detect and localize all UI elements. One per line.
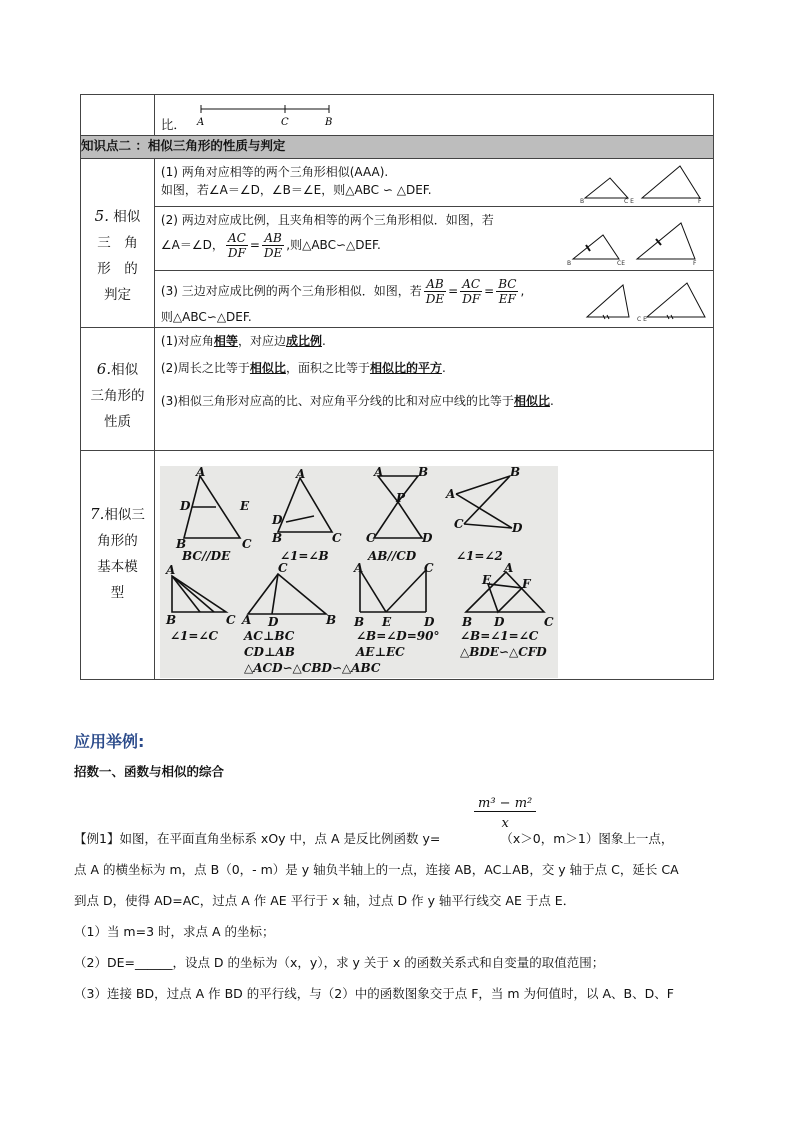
example-line: 【例1】如图，在平面直角坐标系 xOy 中，点 A 是反比例函数 y= （x＞0，m＞1）图象上一点， — [74, 831, 674, 846]
svg-text:B: B — [418, 466, 429, 479]
model-caption: ∠B=∠1=∠C — [460, 629, 539, 643]
properties-label-line: 相似 — [111, 362, 139, 378]
svg-text:A: A — [504, 561, 514, 575]
table-row — [81, 328, 714, 451]
sss-triangles-figure — [583, 279, 713, 323]
sas-triangles-figure — [567, 217, 707, 267]
fraction-ab-de: $\frac{AB}{DE}$ — [425, 277, 445, 306]
properties-num: 6. — [96, 360, 112, 378]
fraction-numerator: m³ − m² — [478, 796, 533, 811]
criteria-label-line: 三 角 — [97, 235, 138, 251]
fraction-ac-df: $\frac{AC}{DF}$ — [227, 231, 246, 260]
svg-text:B: B — [326, 613, 337, 627]
model-caption: △BDE∽△CFD — [460, 645, 547, 659]
criteria-num: 5. — [94, 207, 109, 225]
fraction-ab-de: $\frac{AB}{DE}$ — [263, 231, 283, 260]
question-2: （2）DE=______，设点 D 的坐标为（x，y），求 y 关于 x 的函数关系式和自变量的取值范围； — [74, 955, 605, 970]
svg-text:A: A — [354, 561, 364, 575]
criterion-1 — [155, 159, 713, 207]
fraction-bc-ef: $\frac{BC}{EF}$ — [498, 277, 517, 306]
model-caption: ∠1=∠C — [170, 629, 219, 643]
answer-underline: 相似比 — [513, 394, 550, 408]
answer-underline: 成比例 — [285, 334, 322, 348]
model-caption: AB//CD — [368, 549, 417, 563]
svg-text:D: D — [512, 521, 523, 535]
svg-text:F: F — [692, 260, 697, 267]
models-label-line: 型 — [110, 585, 125, 601]
models-label-line: 角形的 — [97, 533, 138, 549]
properties-label-line: 性质 — [103, 414, 131, 430]
svg-text:D: D — [272, 513, 283, 527]
fraction-ac-df: $\frac{AC}{DF}$ — [462, 277, 481, 306]
svg-text:CE: CE — [616, 260, 625, 267]
svg-text:C E: C E — [636, 316, 647, 323]
svg-text:A: A — [166, 563, 176, 577]
model-caption: AE⊥EC — [356, 645, 405, 659]
models-figures — [160, 466, 558, 678]
fraction-denominator: x — [474, 811, 536, 831]
svg-text:A: A — [374, 466, 384, 479]
svg-text:B: B — [166, 613, 177, 627]
models-label — [81, 451, 154, 606]
svg-text:E: E — [240, 499, 250, 513]
svg-text:B: B — [176, 537, 187, 551]
model-caption: ∠B=∠D=90° — [356, 629, 440, 643]
criterion-2-line1: (2) 两边对应成比例，且夹角相等的两个三角形相似．如图，若 — [160, 213, 494, 227]
model-caption: CD⊥AB — [244, 645, 295, 659]
answer-underline: 相似比的平方 — [369, 361, 442, 375]
svg-text:E: E — [482, 573, 492, 587]
model-caption: AC⊥BC — [244, 629, 295, 643]
svg-text:B: B — [272, 531, 283, 545]
table-row — [81, 95, 714, 136]
segment-figure — [195, 99, 345, 131]
example-line: 点 A 的横坐标为 m，点 B（0，- m）是 y 轴负半轴上的一点，连接 AB，AC⊥AB，交 y 轴于点 C，延长 CA — [74, 862, 679, 877]
svg-text:A: A — [196, 466, 206, 479]
question-1: （1）当 m=3 时，求点 A 的坐标； — [74, 924, 275, 939]
table-row — [81, 159, 714, 328]
svg-text:D: D — [268, 615, 279, 629]
section-title: 知识点二 ：相似三角形的性质与判定 — [81, 136, 714, 159]
svg-text:B: B — [579, 198, 585, 204]
models-photo — [160, 466, 558, 678]
svg-text:C: C — [424, 561, 434, 575]
criterion-1-line1: (1) 两角对应相等的两个三角形相似(AAA). — [160, 165, 389, 179]
point-c-label: C — [280, 117, 289, 128]
criteria-label-line: 判定 — [103, 287, 131, 303]
property-3: (3)相似三角形对应高的比、对应角平分线的比和对应中线的比等于相似比. — [160, 394, 554, 408]
criterion-2-pre: ∠A＝∠D， — [160, 238, 224, 252]
properties-label-line: 三角形的 — [90, 388, 145, 404]
section-heading: 应用举例: — [74, 732, 145, 751]
models-label-line: 基本模 — [97, 559, 138, 575]
point-a-label: A — [196, 117, 205, 128]
model-caption: ∠1=∠B — [280, 549, 329, 563]
svg-text:E: E — [382, 615, 392, 629]
svg-text:B: B — [566, 260, 572, 267]
svg-text:B: B — [354, 615, 365, 629]
model-caption: BC//DE — [182, 549, 231, 563]
criterion-2-post: ,则△ABC∽△DEF. — [286, 238, 381, 252]
answer-underline: 相等 — [213, 334, 238, 348]
svg-text:B: B — [510, 466, 521, 479]
svg-text:D: D — [424, 615, 435, 629]
model-caption: △ACD∽△CBD∽△ABC — [244, 661, 381, 675]
subsection-heading: 招数一、函数与相似的综合 — [74, 764, 225, 779]
svg-text:C: C — [242, 537, 252, 551]
svg-text:C: C — [278, 561, 288, 575]
answer-underline: 相似比 — [249, 361, 286, 375]
properties-content — [155, 328, 713, 450]
svg-text:D: D — [494, 615, 505, 629]
criterion-3-line2: 则△ABC∽△DEF. — [160, 310, 252, 324]
svg-text:A: A — [446, 487, 456, 501]
model-caption: ∠1=∠2 — [456, 549, 503, 563]
svg-text:C: C — [226, 613, 236, 627]
example-line: 到点 D，使得 AD=AC，过点 A 作 AE 平行于 x 轴，过点 D 作 y 轴平行线交 AE 于点 E． — [74, 893, 576, 908]
svg-text:C: C — [544, 615, 554, 629]
criterion-1-line2: 如图，若∠A＝∠D，∠B＝∠E，则△ABC ∽ △DEF. — [160, 183, 432, 197]
section-header-row — [81, 136, 714, 159]
criterion-2-line2: ∠A＝∠D， $\frac{AC}{DF}$ = $\frac{AB}{DE}$ ,则△ABC∽△DEF. — [160, 231, 381, 260]
svg-text:B: B — [462, 615, 473, 629]
models-num: 7. — [90, 505, 105, 523]
property-1: (1)对应角相等，对应边成比例. — [160, 334, 326, 348]
svg-text:A: A — [296, 467, 306, 481]
function-fraction — [474, 796, 536, 831]
criteria-label-line: 形 的 — [97, 261, 138, 277]
row-prefix: 比． — [160, 117, 186, 132]
aaa-triangles-figure — [580, 162, 710, 204]
property-2: (2)周长之比等于相似比，面积之比等于相似比的平方. — [160, 361, 446, 375]
svg-text:F: F — [697, 198, 702, 204]
point-b-label: B — [324, 117, 333, 128]
models-label-line: 相似三 — [104, 507, 145, 523]
criterion-3-line1: (3) 三边对应成比例的两个三角形相似．如图，若 $\frac{AB}{DE}$ = $\frac{AC}{DF}$ = $\frac{BC}{EF}$ , — [160, 277, 525, 306]
criterion-3 — [155, 271, 713, 327]
criteria-label — [81, 159, 154, 308]
properties-label — [81, 328, 154, 435]
question-3: （3）连接 BD，过点 A 作 BD 的平行线，与（2）中的函数图象交于点 F，当 m 为何值时，以 A、B、D、F — [74, 986, 674, 1001]
svg-text:F: F — [522, 577, 531, 591]
svg-text:D: D — [180, 499, 191, 513]
svg-text:C: C — [454, 517, 464, 531]
svg-text:D: D — [422, 531, 433, 545]
criterion-3-pre: (3) 三边对应成比例的两个三角形相似．如图，若 — [160, 284, 422, 298]
svg-text:C E: C E — [623, 198, 634, 204]
svg-text:C: C — [332, 531, 342, 545]
svg-text:A: A — [242, 613, 252, 627]
svg-text:P: P — [396, 491, 406, 505]
svg-text:C: C — [366, 531, 376, 545]
criterion-2 — [155, 207, 713, 271]
criteria-label-line: 相似 — [113, 209, 141, 225]
